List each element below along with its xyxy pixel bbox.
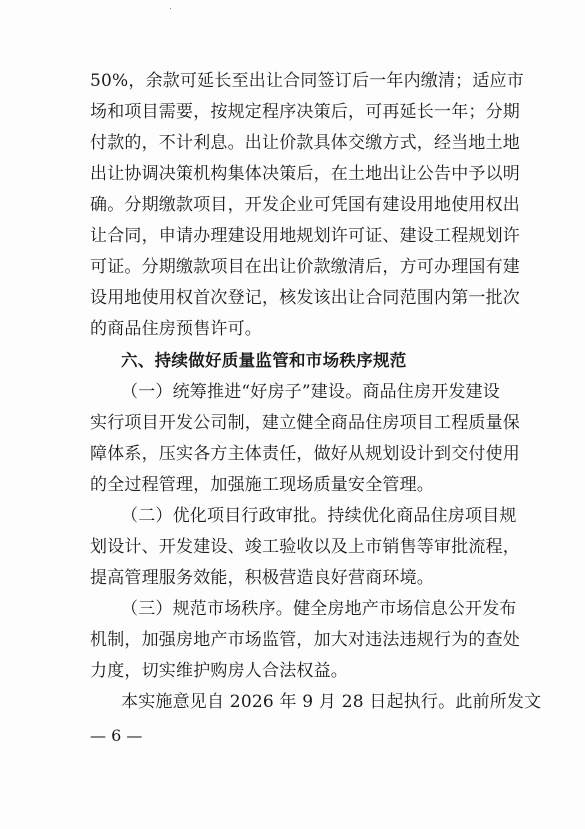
paragraph-line: 让合同，申请办理建设用地规划许可证、建设工程规划许 [90, 226, 520, 246]
paragraph-line: 50%，余款可延长至出让合同签订后一年内缴清；适应市 [90, 71, 524, 91]
paragraph-line: 场和项目需要，按规定程序决策后，可再延长一年；分期 [90, 102, 520, 122]
paragraph-line: 设用地使用权首次登记，核发该出让合同范围内第一批次 [90, 288, 520, 308]
page-number: — 6 — [90, 726, 143, 745]
item-one-line: 实行项目开发公司制，建立健全商品住房项目工程质量保 [90, 413, 520, 433]
closing-line: 本实施意见自 2026 年 9 月 28 日起执行。此前所发文 [121, 692, 542, 712]
paragraph-line: 确。分期缴款项目，开发企业可凭国有建设用地使用权出 [90, 195, 520, 215]
item-two-line: 划设计、开发建设、竣工验收以及上市销售等审批流程， [90, 537, 520, 557]
item-two-line: 提高管理服务效能，积极营造良好营商环境。 [90, 568, 434, 588]
item-three-line: （三）规范市场秩序。健全房地产市场信息公开发布 [121, 599, 517, 619]
paragraph-line: 可证。分期缴款项目在出让价款缴清后，方可办理国有建 [90, 257, 520, 277]
item-one-line: （一）统筹推进“好房子”建设。商品住房开发建设 [121, 382, 500, 402]
paragraph-line: 出让协调决策机构集体决策后，在土地出让公告中予以明 [90, 164, 520, 184]
item-three-line: 力度，切实维护购房人合法权益。 [90, 661, 348, 681]
paragraph-line: 付款的，不计利息。出让价款具体交缴方式，经当地土地 [90, 133, 520, 153]
item-two-line: （二）优化项目行政审批。持续优化商品住房项目规 [121, 506, 517, 526]
paragraph-line: 的商品住房预售许可。 [90, 319, 262, 339]
item-three-line: 机制，加强房地产市场监管，加大对违法违规行为的查处 [90, 630, 520, 650]
item-one-line: 的全过程管理，加强施工现场质量安全管理。 [90, 475, 434, 495]
scan-speck [170, 8, 171, 9]
section-heading: 六、持续做好质量监管和市场秩序规范 [121, 351, 407, 370]
item-one-line: 障体系，压实各方主体责任，做好从规划设计到交付使用 [90, 444, 520, 464]
